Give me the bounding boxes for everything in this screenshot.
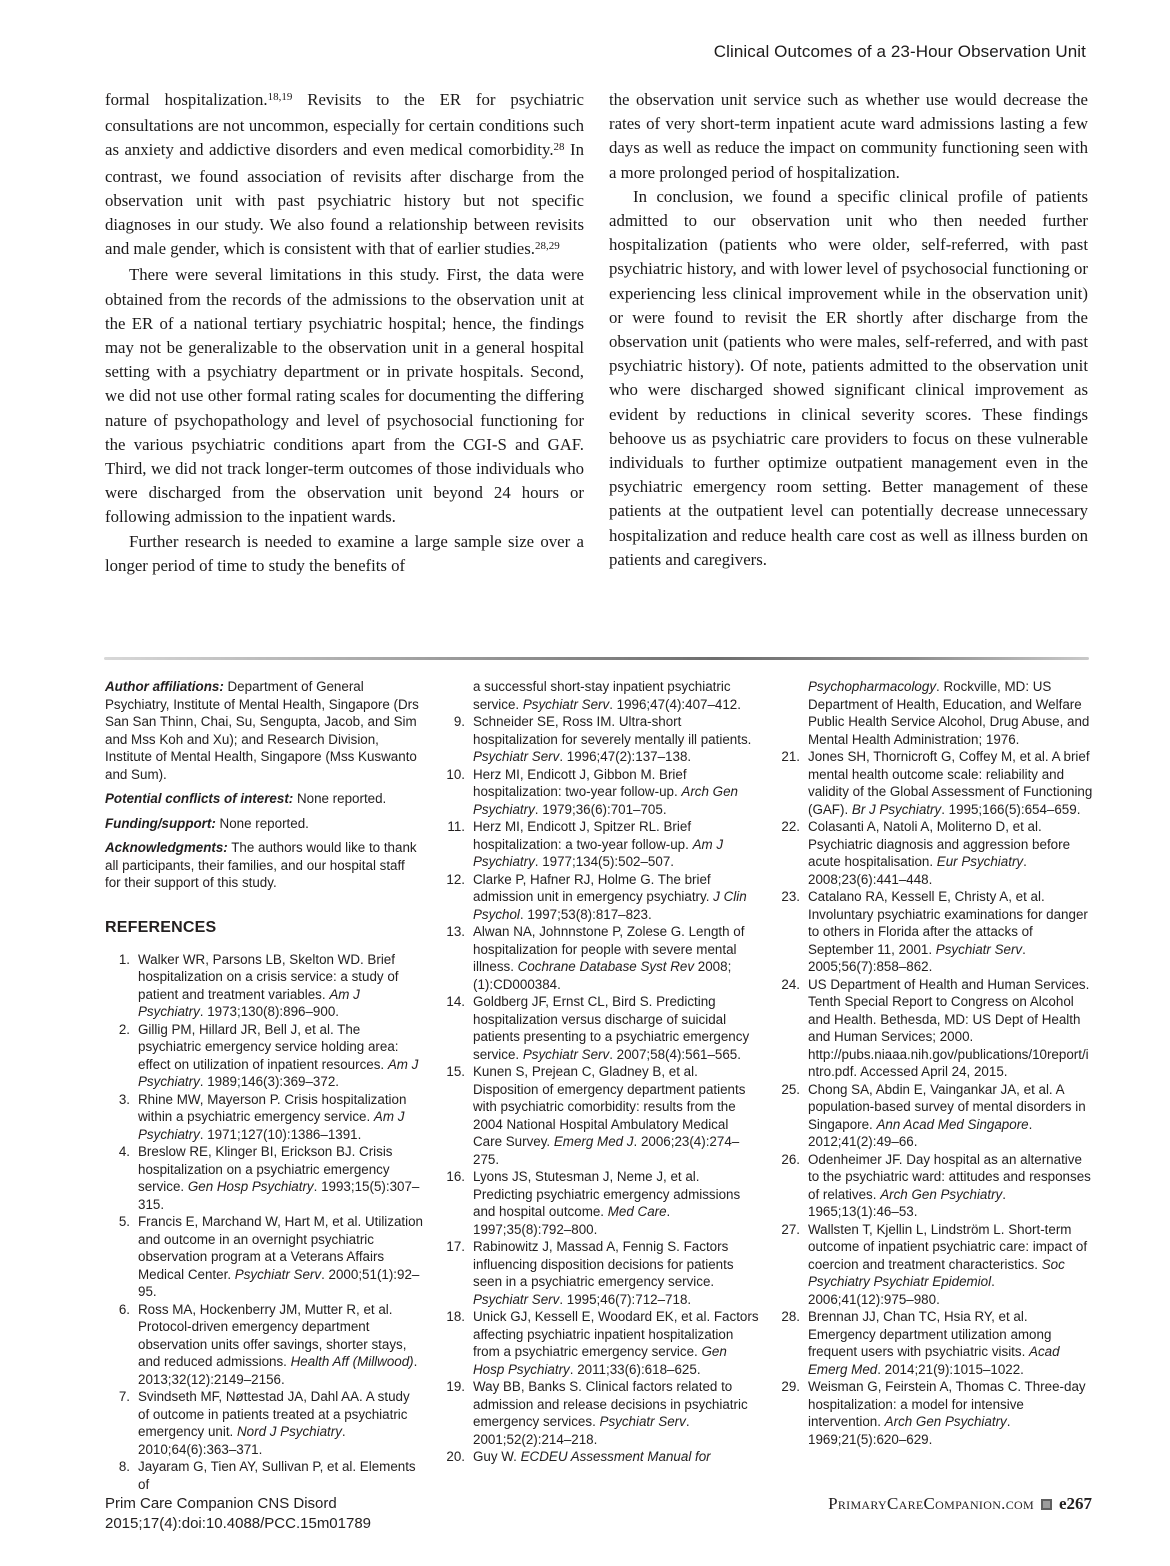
reference-text — [808, 888, 1094, 976]
text-segment: Breslow RE, Klinger BI, Erickson BJ. Crisis hospitalization on a psychiatric emergency service. — [138, 1144, 393, 1194]
reference-item — [440, 818, 759, 871]
reference-number — [440, 678, 465, 713]
text-segment: Unick GJ, Kessell E, Woodard EK, et al. Factors affecting psychiatric inpatient hospitalization from a psychiatric emergency service. — [473, 1309, 759, 1359]
text-segment: the observation unit service such as whether use would decrease the rates of very short-term inpatient acute ward admissions lasting a few days as well as reduce the impact on community functioning seen with a more prolonged period of hospitalization. — [609, 90, 1088, 182]
text-segment: a successful short-stay inpatient psychiatric service. — [473, 679, 731, 712]
text-segment: Wallsten T, Kjellin L, Lindström L. Short-term outcome of inpatient psychiatric care: impact of coercion and treatment characteristics. — [808, 1221, 1088, 1272]
paragraph — [609, 88, 1088, 185]
reference-number: 5. — [118, 1214, 130, 1229]
reference-item — [775, 1308, 1094, 1378]
reference-item — [775, 818, 1094, 888]
text-segment: . 2013;32(12):2149–2156. — [138, 1354, 418, 1387]
text-segment: . 1993;15(5):307–315. — [138, 1179, 420, 1212]
reference-number: 29. — [781, 1379, 800, 1394]
text-segment: Ann Acad Med Singapore — [876, 1116, 1029, 1132]
note-label: Potential conflicts of interest: — [105, 791, 294, 806]
reference-number: 27. — [781, 1221, 800, 1237]
reference-number: 10. — [446, 766, 465, 782]
text-segment: . 1969;21(5):620–629. — [808, 1414, 1011, 1447]
journal-mark-icon — [1041, 1499, 1052, 1510]
text-segment: . 2012;41(2):49–66. — [808, 1116, 1033, 1149]
text-segment: Rhine MW, Mayerson P. Crisis hospitalization within a psychiatric emergency service. — [138, 1091, 407, 1124]
reference-item — [440, 1308, 759, 1378]
text-segment: Med Care — [607, 1204, 667, 1219]
text-segment: Psychopharmacology — [808, 679, 937, 694]
journal-volume-doi: 2015;17(4):doi:10.4088/PCC.15m01789 — [105, 1514, 372, 1532]
section-divider — [104, 657, 1089, 660]
text-segment: US Department of Health and Human Services. Tenth Special Report to Congress on Alcohol and Health. Bethesda, MD: US Dept of Health and Human Services; 2000. http://pubs.niaaa.nih.gov/publications/10report/intro.pdf. Accessed April 24, 2015. — [808, 976, 1090, 1079]
reference-number: 2. — [118, 1021, 130, 1037]
text-segment: ECDEU Assessment Manual for — [520, 1449, 711, 1464]
body-column-left — [105, 88, 584, 578]
text-segment: Rabinowitz J, Massad A, Fennig S. Factors influencing disposition decisions for patients seen in a psychiatric emergency service. — [473, 1239, 734, 1289]
reference-item — [775, 1221, 1094, 1309]
text-segment: In conclusion, we found a specific clinical profile of patients admitted to our observation unit who then needed further hospitalization (patients who were older, self-referred, with past psychiatric history, and with lower level of psychosocial functioning or experiencing less clinical improvement while in the observation unit) or were found to revisit the ER shortly after discharge from the observation unit (patients who were males, self-referred, and with past psychiatric history). Of note, patients admitted to the observation unit who were discharged showed significant clinical improvement as evident by reductions in clinical severity scores. These findings behoove us as psychiatric care providers to focus on these vulnerable individuals to further optimize outpatient management even in the psychiatric emergency room setting. Better management of these patients at the outpatient level can potentially decrease unnecessary hospitalization and reduce health care cost as well as illness burden on patients and caregivers. — [609, 186, 1088, 569]
text-segment: Goldberg JF, Ernst CL, Bird S. Predicting hospitalization versus discharge of suicidal patients presenting to a psychiatric emergency service. — [473, 994, 750, 1062]
text-segment: Arch Gen Psychiatry — [473, 784, 738, 817]
reference-item — [440, 713, 759, 766]
text-segment: Gen Hosp Psychiatry — [187, 1179, 314, 1194]
text-segment: . 1965;13(1):46–53. — [808, 1186, 1006, 1219]
text-segment: . 1971;127(10):1386–1391. — [199, 1126, 362, 1142]
reference-number: 19. — [446, 1379, 465, 1394]
reference-item — [440, 923, 759, 993]
text-segment: . 1997;53(8):817–823. — [519, 906, 652, 922]
citation-superscript: 28 — [553, 140, 565, 153]
page-footer — [105, 1494, 1092, 1533]
text-segment: Schneider SE, Ross IM. Ultra-short hospitalization for severely mentally ill patients. — [473, 714, 752, 747]
text-segment: J Clin Psychol — [473, 889, 747, 922]
text-segment: Jones SH, Thornicroft G, Coffey M, et al. A brief mental health outcome scale: reliability and validity of the Global Assessment of Functioning (GAF). — [808, 749, 1093, 817]
citation-superscript: 28,29 — [534, 239, 560, 252]
reference-number: 20. — [446, 1449, 465, 1464]
reference-item — [440, 766, 759, 819]
reference-item — [105, 1213, 424, 1301]
text-segment: Psychiatr Serv — [473, 1291, 560, 1307]
reference-number: 26. — [781, 1151, 800, 1167]
note-text: The authors would like to thank all participants, their families, and our hospital staff for their support of this study. — [105, 840, 417, 890]
text-segment: Arch Gen Psychiatry — [884, 1414, 1007, 1429]
reference-text — [138, 1143, 424, 1213]
reference-item — [775, 1151, 1094, 1221]
reference-text — [808, 1151, 1094, 1221]
footer-right — [828, 1494, 1092, 1514]
reference-text — [808, 1308, 1094, 1378]
text-segment: Svindseth MF, Nøttestad JA, Dahl AA. A study of outcome in patients treated at a psychiatric emergency unit. — [138, 1389, 410, 1439]
reference-text — [473, 1238, 759, 1308]
reference-text — [138, 1021, 424, 1091]
reference-number: 23. — [781, 889, 800, 904]
reference-number: 24. — [781, 976, 800, 992]
note-text: Department of General Psychiatry, Institute of Mental Health, Singapore (Drs San San Thinn, Chai, Su, Sengupta, Jacob, and Sim and Mss Koh and Xu); and Research Division, Institute of Mental Health, Singapore (Mss Kuswanto and Sum). — [105, 679, 419, 782]
reference-text — [473, 1308, 759, 1378]
reference-number: 9. — [453, 714, 465, 729]
citation-superscript: 18,19 — [267, 90, 293, 103]
running-head-title: Clinical Outcomes of a 23-Hour Observation Unit — [713, 42, 1086, 61]
text-segment: Eur Psychiatry — [936, 854, 1024, 869]
reference-item — [775, 888, 1094, 976]
reference-item — [105, 1388, 424, 1458]
reference-item — [440, 993, 759, 1063]
text-segment: Am J Psychiatry — [138, 1109, 405, 1142]
text-segment: Am J Psychiatry — [138, 1056, 419, 1089]
journal-citation — [105, 1494, 371, 1533]
paragraph — [105, 88, 584, 263]
reference-item — [105, 1301, 424, 1389]
text-segment: Am J Psychiatry — [138, 986, 360, 1019]
reference-item — [105, 1091, 424, 1144]
text-segment: Br J Psychiatry — [851, 801, 942, 817]
reference-number: 6. — [118, 1301, 130, 1317]
text-segment: Odenheimer JF. Day hospital as an alternative to the psychiatric ward: attitudes and responses of relatives. — [808, 1151, 1091, 1202]
references-heading: REFERENCES — [105, 918, 217, 936]
text-segment: Clarke P, Hafner RJ, Holme G. The brief admission unit in emergency psychiatry. — [473, 871, 714, 904]
reference-text — [138, 951, 424, 1021]
reference-text — [473, 1168, 759, 1238]
reference-number: 7. — [118, 1389, 130, 1404]
text-segment: There were several limitations in this study. First, the data were obtained from the records of the admissions to the observation unit at the ER of a national tertiary psychiatric hospital; hence, the findings may not be generalizable to the observation unit in a general hospital setting with a psychiatry department or in private hospitals. Second, we did not use other formal rating scales for documenting the differing nature of psychopathology and level of psychosocial functioning for the various psychiatric conditions apart from the CGI-S and GAF. Third, we did not track longer-term outcomes of those individuals who were discharged from the observation unit beyond 24 hours or following admission to the inpatient wards. — [105, 265, 584, 527]
note-label: Acknowledgments: — [105, 840, 228, 855]
text-segment: Arch Gen Psychiatry — [880, 1186, 1003, 1202]
text-segment: . 1989;146(3):369–372. — [199, 1074, 339, 1089]
reference-number: 17. — [446, 1239, 465, 1254]
text-segment: Cochrane Database Syst Rev — [517, 959, 695, 974]
text-segment: Psychiatr Serv — [599, 1414, 686, 1429]
text-segment: Psychiatr Serv — [522, 696, 610, 712]
reference-text — [138, 1301, 424, 1389]
text-segment: Health Aff (Millwood) — [290, 1354, 414, 1369]
text-segment: Revisits to the ER for psychiatric consultations are not uncommon, especially for certain conditions such as anxiety and addictive disorders and even medical comorbidity. — [105, 90, 584, 160]
text-segment: Psychiatr Serv — [234, 1266, 322, 1282]
note-label: Author affiliations: — [105, 679, 224, 694]
reference-text — [473, 818, 759, 871]
reference-text — [808, 976, 1094, 1081]
text-segment: Further research is needed to examine a large sample size over a longer period of time to study the benefits of — [105, 531, 584, 575]
text-segment: Psychiatr Serv — [935, 941, 1023, 957]
reference-number: 16. — [446, 1169, 465, 1184]
references-column-2 — [440, 678, 759, 1493]
reference-number: 15. — [446, 1064, 465, 1079]
reference-text — [808, 678, 1094, 748]
journal-name: Prim Care Companion CNS Disord — [105, 1495, 337, 1512]
paragraph — [105, 263, 584, 529]
text-segment: Francis E, Marchand W, Hart M, et al. Utilization and outcome in an overnight psychiatric observation program at a Veterans Affairs Medical Center. — [138, 1214, 424, 1282]
text-segment: In contrast, we found association of revisits after discharge from the observation unit with past psychiatric history but not specific diagnoses in our study. We also found a relationship between revisits and male gender, which is consistent with that of earlier studies. — [105, 140, 584, 259]
text-segment: . 2006;23(4):274–275. — [473, 1134, 740, 1167]
reference-text — [808, 818, 1094, 888]
page-number: e267 — [1058, 1494, 1092, 1513]
reference-number: 28. — [781, 1309, 800, 1324]
text-segment: . 2008;23(6):441–448. — [808, 854, 1027, 887]
reference-number: 12. — [446, 871, 465, 887]
reference-text — [138, 1091, 424, 1144]
text-segment: . 1995;166(5):654–659. — [941, 801, 1081, 817]
reference-item — [440, 678, 759, 713]
note-item — [105, 815, 424, 833]
note-label: Funding/support: — [105, 815, 216, 831]
reference-number: 13. — [446, 924, 465, 939]
notes-and-references-column — [105, 678, 424, 1493]
reference-text — [473, 1448, 759, 1466]
text-segment: . 2006;41(12):975–980. — [808, 1274, 995, 1307]
reference-number: 8. — [118, 1459, 130, 1474]
references-column-3 — [775, 678, 1094, 1493]
references-column-1 — [105, 951, 424, 1494]
note-text: None reported. — [293, 791, 387, 806]
text-segment: . 1979;36(6):701–705. — [534, 801, 667, 817]
text-segment: Lyons JS, Stutesman J, Neme J, et al. Predicting psychiatric emergency admissions and hospital outcome. — [473, 1169, 741, 1219]
text-segment: . Rockville, MD: US Department of Health, Education, and Welfare Public Health Service Alcohol, Drug Abuse, and Mental Health Administration; 1976. — [808, 679, 1090, 747]
text-segment: Way BB, Banks S. Clinical factors related to admission and release decisions in psychiatric emergency services. — [473, 1379, 748, 1429]
reference-text — [473, 766, 759, 819]
text-segment: Soc Psychiatry Psychiatr Epidemiol — [808, 1256, 1065, 1289]
text-segment: Psychiatr Serv — [522, 1046, 610, 1062]
text-segment: . 1977;134(5):502–507. — [534, 854, 674, 869]
reference-number: 18. — [446, 1309, 465, 1324]
text-segment: Guy W. — [473, 1449, 521, 1464]
text-segment: Am J Psychiatry — [473, 836, 724, 869]
text-segment: Jayaram G, Tien AY, Sullivan P, et al. Elements of — [138, 1459, 416, 1492]
reference-text — [138, 1213, 424, 1301]
reference-item — [440, 1063, 759, 1168]
reference-number: 3. — [118, 1091, 130, 1107]
text-segment: . 1973;130(8):896–900. — [199, 1004, 339, 1019]
text-segment: . 2000;51(1):92–95. — [138, 1266, 420, 1299]
reference-number: 1. — [118, 951, 130, 967]
reference-number: 14. — [446, 994, 465, 1009]
text-segment: Herz MI, Endicott J, Gibbon M. Brief hospitalization: two-year follow-up. — [473, 766, 687, 799]
reference-text — [473, 678, 759, 713]
reference-text — [473, 1378, 759, 1448]
reference-number: 25. — [781, 1081, 800, 1097]
text-segment: Chong SA, Abdin E, Vaingankar JA, et al. A population-based survey of mental disorders in Singapore. — [808, 1081, 1086, 1132]
text-segment: . 2014;21(9):1015–1022. — [877, 1361, 1024, 1377]
text-segment: . 2010;64(6):363–371. — [138, 1424, 346, 1457]
text-segment: Gillig PM, Hillard JR, Bell J, et al. The psychiatric emergency service holding area: effect on utilization of inpatient resources. — [138, 1021, 399, 1072]
reference-item — [440, 1238, 759, 1308]
reference-text — [473, 1063, 759, 1168]
text-segment: Brennan JJ, Chan TC, Hsia RY, et al. Emergency department utilization among frequent users with psychiatric visits. — [808, 1309, 1052, 1359]
text-segment: Weisman G, Feirstein A, Thomas C. Three-day hospitalization: a model for intensive intervention. — [808, 1379, 1086, 1429]
text-segment: Psychiatr Serv — [473, 749, 560, 764]
reference-item — [775, 1081, 1094, 1151]
article-body — [105, 88, 1088, 578]
reference-number: 21. — [781, 749, 800, 764]
text-segment: Catalano RA, Kessell E, Christy A, et al. Involuntary psychiatric examinations for danger to others in Florida after the attacks of September 11, 2001. — [808, 889, 1088, 957]
reference-text — [808, 1378, 1094, 1448]
paragraph — [609, 185, 1088, 572]
reference-item — [440, 1448, 759, 1466]
reference-number: 22. — [781, 819, 800, 834]
reference-text — [473, 993, 759, 1063]
body-column-right — [609, 88, 1088, 578]
reference-number: 11. — [447, 819, 465, 834]
text-segment: Gen Hosp Psychiatry — [473, 1344, 727, 1377]
text-segment: Ross MA, Hockenberry JM, Mutter R, et al. Protocol-driven emergency department observation units offer savings, shorter stays, and reduced admissions. — [138, 1301, 407, 1369]
text-segment: . 1996;47(2):137–138. — [559, 749, 692, 764]
text-segment: . 2011;33(6):618–625. — [569, 1361, 701, 1377]
reference-item — [775, 678, 1094, 748]
text-segment: . 1997;35(8):792–800. — [473, 1204, 671, 1237]
paragraph — [105, 530, 584, 578]
text-segment: . 2007;58(4):561–565. — [609, 1046, 741, 1062]
reference-item — [775, 748, 1094, 818]
reference-text — [808, 1221, 1094, 1309]
notes-section — [105, 678, 424, 892]
reference-item — [440, 1378, 759, 1448]
text-segment: formal hospitalization. — [105, 90, 268, 109]
text-segment: Emerg Med J — [553, 1134, 634, 1149]
reference-number — [775, 678, 800, 748]
reference-text — [808, 748, 1094, 818]
note-item — [105, 790, 424, 808]
reference-item — [440, 1168, 759, 1238]
text-segment: Walker WR, Parsons LB, Skelton WD. Brief hospitalization on a crisis service: a study of patient and treatment variables. — [138, 951, 399, 1002]
reference-item — [105, 1021, 424, 1091]
reference-text — [473, 871, 759, 924]
note-item — [105, 678, 424, 783]
text-segment: . 2005;56(7):858–862. — [808, 941, 1026, 974]
reference-item — [775, 976, 1094, 1081]
text-segment: Colasanti A, Natoli A, Moliterno D, et al. Psychiatric diagnosis and aggression before acute hospitalisation. — [808, 819, 1071, 869]
text-segment: Alwan NA, Johnnstone P, Zolese G. Length of hospitalization for people with severe mental illness. — [473, 924, 745, 974]
text-segment: . 1995;46(7):712–718. — [559, 1291, 692, 1307]
text-segment: Acad Emerg Med — [808, 1344, 1060, 1377]
text-segment: . 2001;52(2):214–218. — [473, 1414, 690, 1447]
note-item — [105, 839, 424, 892]
text-segment: Kunen S, Prejean C, Gladney B, et al. Disposition of emergency department patients with psychiatric comorbidity: results from the 2004 National Hospital Ambulatory Medical Care Survey. — [473, 1064, 746, 1149]
text-segment: . 1996;47(4):407–412. — [609, 696, 741, 712]
reference-text — [138, 1388, 424, 1458]
text-segment: Herz MI, Endicott J, Spitzer RL. Brief hospitalization: a two-year follow-up. — [473, 819, 693, 852]
text-segment: Nord J Psychiatry — [237, 1424, 342, 1439]
text-segment: 2008;(1):CD000384. — [473, 959, 732, 992]
reference-item — [775, 1378, 1094, 1448]
reference-number: 4. — [118, 1144, 130, 1159]
journal-website: PrimaryCareCompanion.com — [828, 1494, 1034, 1513]
back-matter — [105, 678, 1095, 1493]
reference-item — [440, 871, 759, 924]
reference-item — [105, 1143, 424, 1213]
reference-text — [473, 713, 759, 766]
reference-text — [138, 1458, 424, 1493]
reference-item — [105, 1458, 424, 1493]
reference-text — [473, 923, 759, 993]
reference-item — [105, 951, 424, 1021]
reference-text — [808, 1081, 1094, 1151]
note-text: None reported. — [215, 815, 309, 831]
